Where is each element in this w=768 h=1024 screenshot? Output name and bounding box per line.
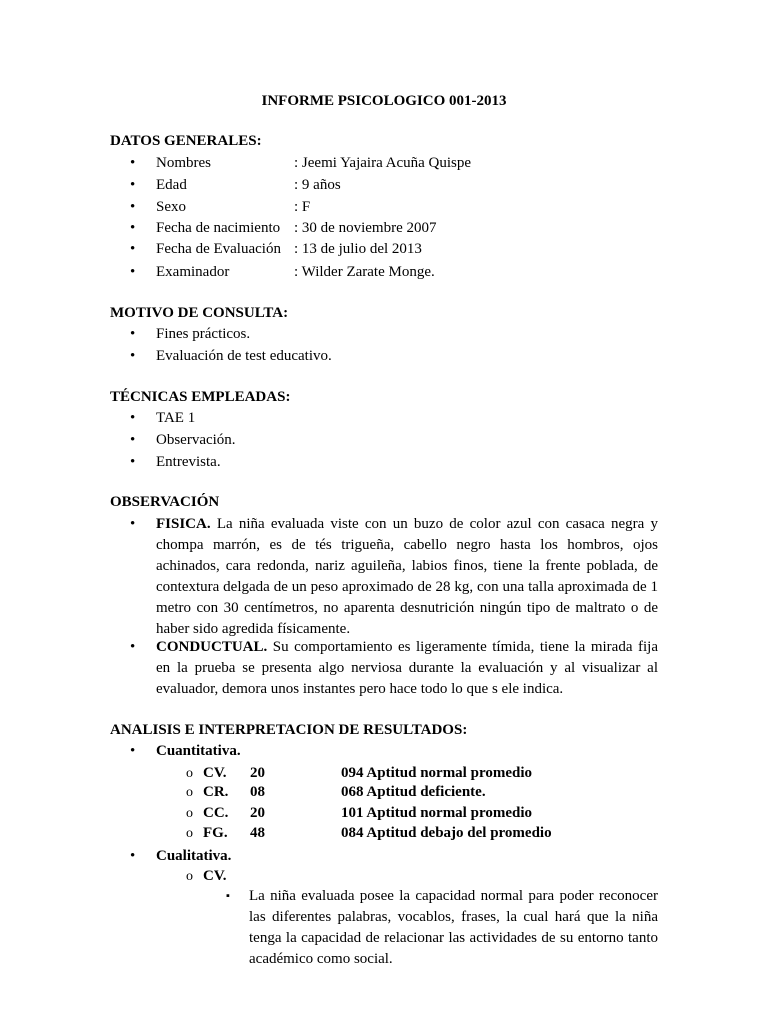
result-code: FG. bbox=[203, 825, 228, 841]
motivo-item: Evaluación de test educativo. bbox=[156, 348, 332, 364]
bullet: • bbox=[130, 410, 136, 426]
bullet: • bbox=[130, 432, 136, 448]
tecnica-item: Observación. bbox=[156, 432, 236, 448]
cuantitativa-label: Cuantitativa. bbox=[156, 743, 241, 759]
sub-bullet: o bbox=[186, 826, 193, 841]
result-code: CC. bbox=[203, 805, 229, 821]
bullet: • bbox=[130, 220, 136, 236]
field-label-evaluacion: Fecha de Evaluación bbox=[156, 241, 281, 257]
result-text: 094 Aptitud normal promedio bbox=[341, 765, 532, 781]
cv-paragraph: La niña evaluada posee la capacidad normal para poder reconocer las diferentes palabras, vocablos, frases, la cual hará que la niña tenga la capacidad de relacionar las actividades de su entorno tanto académico como social. bbox=[249, 888, 658, 967]
field-label-nacimiento: Fecha de nacimiento bbox=[156, 220, 281, 236]
tecnica-item: TAE 1 bbox=[156, 410, 196, 426]
result-text: 084 Aptitud debajo del promedio bbox=[341, 825, 552, 841]
field-label-examinador: Examinador bbox=[156, 264, 230, 280]
bullet: • bbox=[130, 639, 136, 655]
bullet: • bbox=[130, 743, 136, 759]
conductual-text: Su comportamiento es ligeramente tímida, tiene la mirada fija en la prueba se presenta algo nerviosa durante la evaluación y al visualizar al evaluador, demora unos instantes pero hace todo lo que s ele indica. bbox=[156, 639, 658, 697]
sub-bullet: o bbox=[186, 785, 193, 800]
bullet: • bbox=[130, 155, 136, 171]
fisica-text: La niña evaluada viste con un buzo de color azul con casaca negra y chompa marrón, es de tés trigueña, cabello negro hasta los hombros, ojos achinados, cara redonda, nariz aguileña, labios finos, tiene la frente poblada, de contextura delgada de un peso aproximado de 28 kg, con una talla aproximada de 1 metro con 30 centímetros, no aparenta desnutrición ningún tipo de maltrato o de haber sido agredida físicamente. bbox=[156, 516, 658, 637]
observacion-fisica bbox=[156, 514, 658, 640]
field-value-examinador: : Wilder Zarate Monge. bbox=[294, 264, 435, 280]
result-score: 20 bbox=[250, 765, 265, 781]
datos-generales-heading: DATOS GENERALES: bbox=[110, 133, 262, 149]
field-label-edad: Edad bbox=[156, 177, 187, 193]
result-code: CV. bbox=[203, 765, 227, 781]
fisica-label: FISICA. bbox=[156, 516, 211, 532]
field-value-edad: : 9 años bbox=[294, 177, 341, 193]
field-label-sexo: Sexo bbox=[156, 199, 186, 215]
square-bullet: ▪ bbox=[226, 890, 230, 902]
motivo-item: Fines prácticos. bbox=[156, 326, 251, 342]
observacion-conductual bbox=[156, 637, 658, 700]
bullet: • bbox=[130, 454, 136, 470]
motivo-heading: MOTIVO DE CONSULTA: bbox=[110, 305, 289, 321]
bullet: • bbox=[130, 348, 136, 364]
sub-bullet: o bbox=[186, 869, 193, 884]
result-score: 08 bbox=[250, 784, 265, 800]
tecnicas-heading: TÉCNICAS EMPLEADAS: bbox=[110, 389, 291, 405]
analisis-heading: ANALISIS E INTERPRETACION DE RESULTADOS: bbox=[110, 722, 468, 738]
result-score: 20 bbox=[250, 805, 265, 821]
cualitativa-label: Cualitativa. bbox=[156, 848, 232, 864]
observacion-heading: OBSERVACIÓN bbox=[110, 494, 220, 510]
bullet: • bbox=[130, 326, 136, 342]
conductual-label: CONDUCTUAL. bbox=[156, 639, 268, 655]
field-value-nombres: : Jeemi Yajaira Acuña Quispe bbox=[294, 155, 472, 171]
result-score: 48 bbox=[250, 825, 265, 841]
result-code: CR. bbox=[203, 784, 229, 800]
field-value-nacimiento: : 30 de noviembre 2007 bbox=[294, 220, 437, 236]
bullet: • bbox=[130, 516, 136, 532]
sub-bullet: o bbox=[186, 806, 193, 821]
field-value-evaluacion: : 13 de julio del 2013 bbox=[294, 241, 422, 257]
bullet: • bbox=[130, 848, 136, 864]
field-value-sexo: : F bbox=[294, 199, 311, 215]
result-text: 068 Aptitud deficiente. bbox=[341, 784, 486, 800]
bullet: • bbox=[130, 199, 136, 215]
bullet: • bbox=[130, 177, 136, 193]
sub-bullet: o bbox=[186, 766, 193, 781]
cv-label: CV. bbox=[203, 868, 227, 884]
tecnica-item: Entrevista. bbox=[156, 454, 221, 470]
field-label-nombres: Nombres bbox=[156, 155, 211, 171]
bullet: • bbox=[130, 264, 136, 280]
result-text: 101 Aptitud normal promedio bbox=[341, 805, 532, 821]
bullet: • bbox=[130, 241, 136, 257]
report-title: INFORME PSICOLOGICO 001-2013 bbox=[261, 93, 507, 109]
